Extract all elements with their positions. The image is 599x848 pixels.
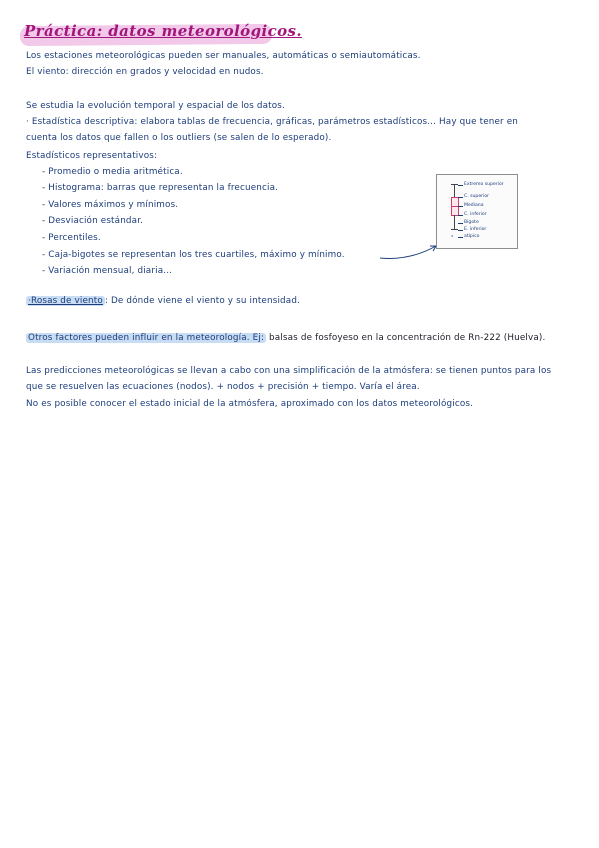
label-arrow [458, 223, 463, 224]
boxplot-median [451, 206, 458, 207]
intro-line-2: El viento: dirección en grados y velocidad en nudos. [26, 67, 264, 77]
boxplot-label: C. superior [464, 194, 490, 199]
other-factors-line [26, 333, 545, 343]
wind-rose-term: ·Rosas de viento [28, 296, 103, 306]
list-item: - Variación mensual, diaria... [42, 266, 173, 276]
label-arrow [458, 230, 463, 231]
label-arrow [458, 237, 463, 238]
boxplot-label: E. inferior [464, 227, 487, 232]
list-item: - Valores máximos y mínimos. [42, 200, 179, 210]
wind-rose-text: : De dónde viene el viento y su intensidad. [104, 296, 301, 306]
list-item: - Desviación estándar. [42, 216, 144, 226]
predictions-line-1: Las predicciones meteorológicas se llevan a cabo con una simplificación de la atmósfera: se tienen puntos para los [26, 366, 552, 376]
boxplot-label: atípico [464, 234, 480, 239]
list-item: - Promedio o media aritmética. [42, 167, 183, 177]
label-arrow [458, 185, 463, 186]
evolution-line: Se estudia la evolución temporal y espacial de los datos. [26, 101, 285, 111]
label-arrow [458, 215, 463, 216]
wind-rose-line [26, 296, 300, 306]
stats-line-1: · Estadística descriptiva: elabora tablas de frecuencia, gráficas, parámetros estadísticos... Hay que tener en [26, 117, 519, 127]
boxplot-label: Mediana [464, 203, 484, 208]
boxplot-label: C. inferior [464, 212, 487, 217]
boxplot-bottom-cap [451, 229, 458, 230]
list-item: - Caja-bigotes se representan los tres cuartiles, máximo y mínimo. [42, 250, 345, 260]
intro-line-1: Los estaciones meteorológicas pueden ser manuales, automáticas o semiautomáticas. [26, 51, 421, 61]
boxplot-upper-whisker [454, 184, 455, 197]
page-title: Práctica: datos meteorológicos. [24, 22, 302, 40]
predictions-line-2: que se resuelven las ecuaciones (nodos). + nodos + precisión + tiempo. Varía el área. [26, 382, 420, 392]
predictions-line-3: No es posible conocer el estado inicial de la atmósfera, aproximado con los datos meteorológicos. [26, 399, 474, 409]
label-arrow [458, 197, 463, 198]
other-factors-example: balsas de fosfoyeso en la concentración de Rn-222 (Huelva). [266, 333, 546, 343]
stats-line-2: cuenta los datos que fallen o los outliers (se salen de lo esperado). [26, 133, 332, 143]
other-factors-lead: Otros factores pueden influir en la meteorología. Ej: [28, 333, 265, 343]
list-item: - Histograma: barras que representan la frecuencia. [42, 183, 279, 193]
boxplot-sketch [436, 174, 518, 249]
boxplot-label: Bigote [464, 220, 479, 225]
boxplot-arrow-icon [378, 240, 440, 262]
representatives-heading: Estadísticos representativos: [26, 151, 158, 161]
boxplot-label: Extremo superior [464, 182, 504, 187]
outlier-dot: ° [451, 235, 454, 241]
title-block [24, 22, 302, 40]
list-item: - Percentiles. [42, 233, 101, 243]
label-arrow [458, 206, 463, 207]
boxplot-lower-whisker [454, 215, 455, 229]
